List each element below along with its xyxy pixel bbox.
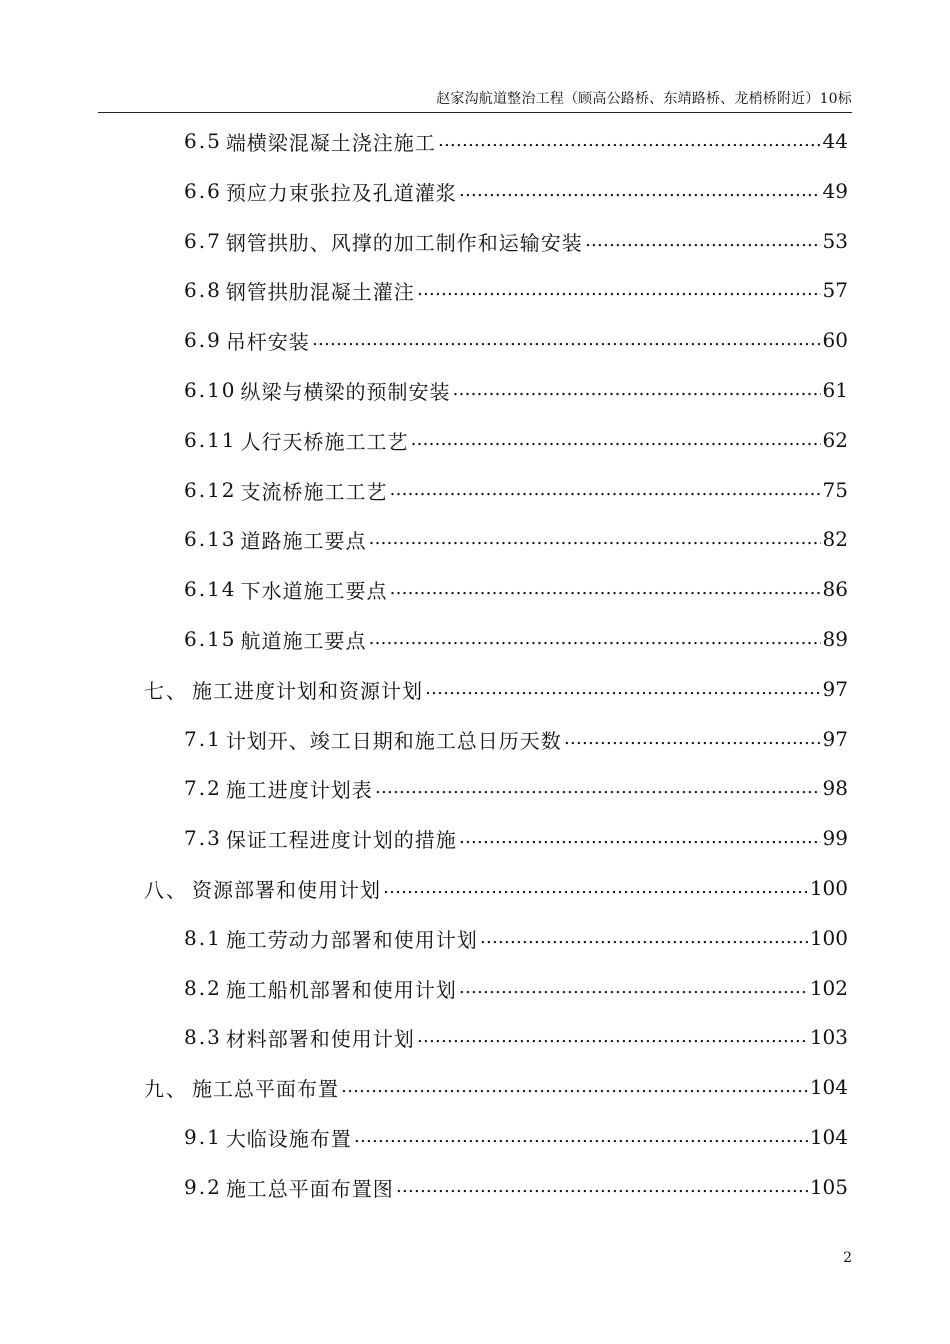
- toc-entry[interactable]: [184, 763, 848, 813]
- running-header: 赵家沟航道整治工程（顾高公路桥、东靖路桥、龙梢桥附近）10标: [436, 91, 852, 107]
- toc-entry-title: 航道施工要点: [240, 628, 367, 653]
- toc-entry-title: 钢管拱肋混凝土灌注: [225, 279, 415, 304]
- toc-entry-page: 97: [822, 727, 848, 751]
- toc-entry-number: 8.1: [184, 926, 222, 950]
- toc-entry[interactable]: [184, 963, 848, 1013]
- toc-entry[interactable]: [184, 564, 848, 614]
- toc-entry[interactable]: [184, 913, 848, 963]
- toc-entry-title: 材料部署和使用计划: [225, 1026, 415, 1051]
- toc-entry-page: 105: [809, 1175, 848, 1199]
- header-rule: [98, 112, 852, 113]
- toc-entry-title: 下水道施工要点: [240, 578, 388, 603]
- toc-entry-page: 98: [822, 776, 848, 800]
- toc-entry-number: 6.14: [184, 577, 237, 601]
- toc-entry-page: 75: [822, 478, 848, 502]
- toc-dot-leader: [312, 327, 821, 353]
- toc-dot-leader: [417, 277, 821, 303]
- toc-entry-title: 钢管拱肋、风撑的加工制作和运输安装: [225, 230, 583, 255]
- toc-dot-leader: [417, 1024, 808, 1050]
- toc-entry[interactable]: [184, 166, 848, 216]
- page-number: 2: [843, 1250, 852, 1266]
- toc-entry-number: 7.3: [184, 826, 222, 850]
- toc-entry-title: 施工进度计划表: [225, 777, 373, 802]
- toc-entry-title: 预应力束张拉及孔道灌浆: [225, 180, 457, 205]
- toc-entry[interactable]: [184, 365, 848, 415]
- toc-entry-page: 102: [809, 976, 848, 1000]
- toc-entry-number: 8.2: [184, 976, 222, 1000]
- toc-dot-leader: [564, 726, 821, 752]
- toc-entry[interactable]: [184, 216, 848, 266]
- toc-entry[interactable]: [184, 1112, 848, 1162]
- toc-dot-leader: [438, 128, 821, 154]
- toc-entry[interactable]: [184, 315, 848, 365]
- toc-entry[interactable]: [144, 664, 848, 714]
- toc-entry[interactable]: [144, 1062, 848, 1112]
- toc-entry[interactable]: [184, 1012, 848, 1062]
- toc-dot-leader: [341, 1074, 808, 1100]
- toc-dot-leader: [396, 1174, 808, 1200]
- toc-entry[interactable]: [184, 415, 848, 465]
- toc-entry-number: 6.8: [184, 278, 222, 302]
- toc-entry[interactable]: [184, 1162, 848, 1212]
- toc-dot-leader: [453, 377, 821, 403]
- toc-entry-page: 103: [809, 1025, 848, 1049]
- toc-dot-leader: [459, 975, 808, 1001]
- toc-entry-number: 6.7: [184, 229, 222, 253]
- toc-entry-page: 57: [822, 278, 848, 302]
- toc-entry-page: 44: [822, 129, 848, 153]
- toc-entry-title: 计划开、竣工日期和施工总日历天数: [225, 728, 562, 753]
- toc-entry-number: 七、: [144, 678, 188, 703]
- toc-entry-title: 施工船机部署和使用计划: [225, 977, 457, 1002]
- toc-dot-leader: [480, 925, 808, 951]
- toc-entry-number: 6.9: [184, 328, 222, 352]
- toc-entry-page: 97: [822, 677, 848, 701]
- toc-entry-number: 6.12: [184, 478, 237, 502]
- toc-entry-number: 6.11: [184, 428, 237, 452]
- toc-entry-page: 104: [809, 1075, 848, 1099]
- toc-entry[interactable]: [184, 116, 848, 166]
- toc-dot-leader: [390, 576, 821, 602]
- toc-entry-page: 100: [809, 876, 848, 900]
- toc-entry-number: 7.1: [184, 727, 222, 751]
- toc-entry-title: 施工劳动力部署和使用计划: [225, 927, 478, 952]
- toc-entry-number: 6.10: [184, 378, 237, 402]
- toc-entry[interactable]: [184, 514, 848, 564]
- toc-entry-title: 施工进度计划和资源计划: [192, 678, 423, 703]
- toc-entry-title: 支流桥施工工艺: [240, 479, 388, 504]
- toc-dot-leader: [390, 477, 821, 503]
- toc-entry[interactable]: [184, 465, 848, 515]
- toc-entry-title: 人行天桥施工工艺: [240, 429, 409, 454]
- toc-entry[interactable]: [184, 813, 848, 863]
- toc-dot-leader: [383, 875, 808, 901]
- toc-entry[interactable]: [184, 714, 848, 764]
- toc-entry-page: 86: [822, 577, 848, 601]
- toc-entry-title: 保证工程进度计划的措施: [225, 827, 457, 852]
- toc-entry[interactable]: [184, 614, 848, 664]
- toc-entry-number: 9.2: [184, 1175, 222, 1199]
- toc-entry-number: 八、: [144, 877, 188, 902]
- toc-entry-page: 62: [822, 428, 848, 452]
- toc-dot-leader: [354, 1124, 808, 1150]
- toc-entry-number: 九、: [144, 1076, 188, 1101]
- toc-entry-page: 89: [822, 627, 848, 651]
- toc-entry-title: 纵梁与横梁的预制安装: [240, 379, 451, 404]
- toc-dot-leader: [585, 228, 821, 254]
- toc-dot-leader: [369, 626, 821, 652]
- toc-entry-page: 104: [809, 1125, 848, 1149]
- toc-entry-number: 6.6: [184, 179, 222, 203]
- toc-dot-leader: [459, 178, 821, 204]
- toc-entry-number: 8.3: [184, 1025, 222, 1049]
- toc-entry-page: 49: [822, 179, 848, 203]
- toc-entry-page: 99: [822, 826, 848, 850]
- toc-entry-title: 施工总平面布置: [192, 1076, 339, 1101]
- toc-entry-title: 吊杆安装: [225, 329, 310, 354]
- toc-entry-title: 资源部署和使用计划: [192, 877, 381, 902]
- toc-entry-page: 82: [822, 527, 848, 551]
- toc-entry-number: 6.15: [184, 627, 237, 651]
- toc-entry-title: 施工总平面布置图: [225, 1176, 394, 1201]
- toc-dot-leader: [425, 676, 821, 702]
- toc-entry-title: 大临设施布置: [225, 1126, 352, 1151]
- toc-entry-number: 6.5: [184, 129, 222, 153]
- toc-entry-page: 60: [822, 328, 848, 352]
- toc-entry-number: 7.2: [184, 776, 222, 800]
- toc-entry-title: 道路施工要点: [240, 528, 367, 553]
- toc-dot-leader: [375, 775, 821, 801]
- toc-entry[interactable]: [184, 265, 848, 315]
- toc-entry-page: 100: [809, 926, 848, 950]
- toc-dot-leader: [369, 526, 821, 552]
- toc-entry-number: 9.1: [184, 1125, 222, 1149]
- toc-entry-page: 53: [822, 229, 848, 253]
- toc-dot-leader: [411, 427, 821, 453]
- toc-entry[interactable]: [144, 863, 848, 913]
- toc-dot-leader: [459, 825, 821, 851]
- toc-entry-page: 61: [822, 378, 848, 402]
- toc-entry-number: 6.13: [184, 527, 237, 551]
- toc-entry-title: 端横梁混凝土浇注施工: [225, 130, 436, 155]
